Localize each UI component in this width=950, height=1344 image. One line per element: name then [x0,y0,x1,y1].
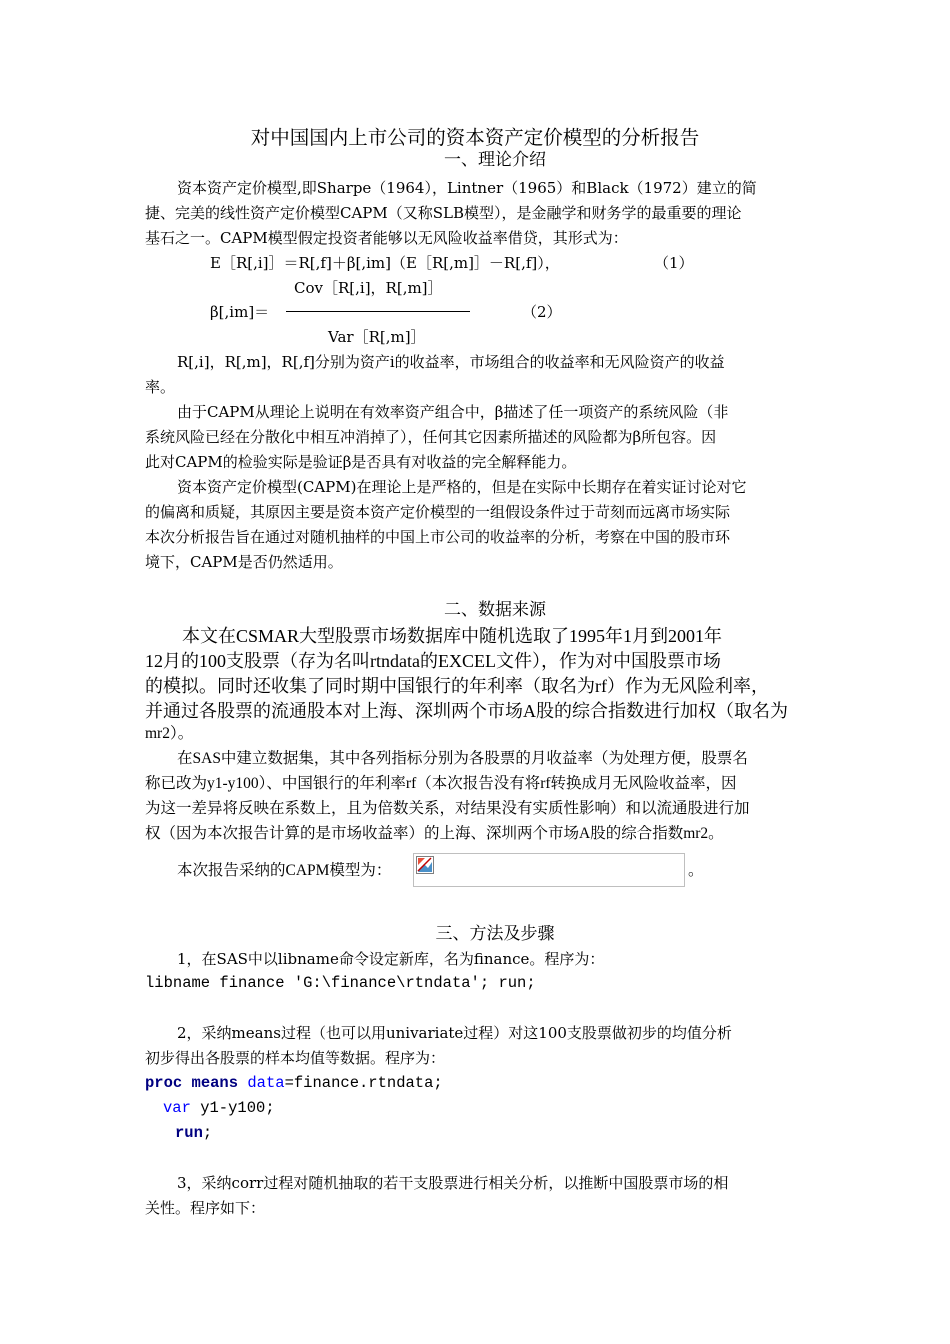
paragraph-line: 称已改为y1-y100）、中国银行的年利率rf（本次报告没有将rf转换成月无风险收益率，因 [145,775,737,792]
code-keyword: data [247,1074,285,1092]
equation-1-number: （1） [654,254,694,272]
paragraph-line: 在SAS中建立数据集，其中各列指标分别为各股票的月收益率（为处理方便，股票名 [177,750,748,767]
step-3-text: 关性。程序如下： [145,1199,266,1217]
code-keyword: proc [145,1074,183,1092]
sentence-end: 。 [688,862,704,879]
code-var [163,1098,275,1118]
paragraph-line: 的偏离和质疑，其原因主要是资本资产定价模型的一组假设条件过于苛刻而远离市场实际 [145,503,731,521]
paragraph-line: 捷、完美的线性资产定价模型CAPM（又称SLB模型），是金融学和财务学的最重要的理论 [145,204,742,222]
equation-1: E［R[,i]］＝R[,f]＋β[,im]（E［R[,m]］－R[,f]）， [210,254,560,272]
code-text: y1-y100; [190,1099,275,1117]
paragraph-line: 境下，CAPM是否仍然适用。 [145,553,343,571]
paragraph-line: 由于CAPM从理论上说明在有效率资产组合中，β描述了任一项资产的系统风险（非 [177,403,729,421]
paragraph-line: 率。 [145,378,176,396]
section-heading-methods: 三、方法及步骤 [435,924,555,944]
paragraph-line: 权（因为本次报告计算的是市场收益率）的上海、深圳两个市场A股的综合指数mr2。 [145,825,724,842]
section-heading-theory: 一、理论介绍 [444,150,546,170]
paragraph-line: 12月的100支股票（存为名叫rtndata的EXCEL文件），作为对中国股票市场 [145,651,721,671]
code-keyword: run [175,1124,203,1142]
equation-2-number: （2） [522,303,562,321]
step-3-text: 3，采纳corr过程对随机抽取的若干支股票进行相关分析，以推断中国股票市场的相 [177,1174,729,1192]
capm-formula-image [413,853,685,887]
equation-2-denominator: Var［R[,m]］ [328,328,426,346]
broken-image-icon [416,856,434,874]
paragraph-line: 资本资产定价模型,即Sharpe（1964），Lintner（1965）和Black（1972）建立的简 [177,179,757,197]
paragraph-line: 本次分析报告旨在通过对随机抽样的中国上市公司的收益率的分析，考察在中国的股市环 [145,528,731,546]
step-2-text: 2，采纳means过程（也可以用univariate过程）对这100支股票做初步的均值分析 [177,1024,732,1042]
paragraph-line: 系统风险已经在分散化中相互冲消掉了），任何其它因素所描述的风险都为β所包容。因 [145,428,717,446]
paragraph-line: 并通过各股票的流通股本对上海、深圳两个市场A股的综合指数进行加权（取名为 [145,701,788,721]
code-text: =finance.rtndata; [284,1074,443,1092]
section-heading-data-source: 二、数据来源 [444,600,546,620]
capm-model-label: 本次报告采纳的CAPM模型为： [177,862,392,879]
paragraph-line: 的模拟。同时还收集了同时期中国银行的年利率（取名为rf）作为无风险利率， [145,676,769,696]
fraction-bar [286,311,470,312]
code-run [175,1123,212,1143]
paragraph-line: R[,i]，R[,m]，R[,f]分别为资产i的收益率，市场组合的收益率和无风险资产的收益 [177,353,725,371]
paragraph-line: 本文在CSMAR大型股票市场数据库中随机选取了1995年1月到2001年 [182,626,723,646]
step-2-text: 初步得出各股票的样本均值等数据。程序为： [145,1049,446,1067]
paragraph-line: 此对CAPM的检验实际是验证β是否具有对收益的完全解释能力。 [145,453,577,471]
step-1-text: 1，在SAS中以libname命令设定新库，名为finance。程序为： [177,950,605,968]
code-proc-means [145,1073,443,1093]
code-text: ; [202,1124,213,1142]
code-keyword: var [163,1099,191,1117]
equation-2-numerator: Cov［R[,i]，R[,m]］ [294,279,443,297]
code-keyword: means [191,1074,239,1092]
paragraph-line: mr2）。 [145,725,194,742]
paragraph-line: 基石之一。CAPM模型假定投资者能够以无风险收益率借贷，其形式为： [145,229,628,247]
document-title: 对中国国内上市公司的资本资产定价模型的分析报告 [250,126,700,149]
paragraph-line: 为这一差异将反映在系数上，且为倍数关系，对结果没有实质性影响）和以流通股进行加 [145,800,750,817]
paragraph-line: 资本资产定价模型(CAPM)在理论上是严格的，但是在实际中长期存在着实证讨论对它 [177,478,747,496]
code-libname: libname finance 'G:\finance\rtndata'; run; [145,974,536,992]
equation-2-lhs: β[,im]＝ [210,303,270,321]
